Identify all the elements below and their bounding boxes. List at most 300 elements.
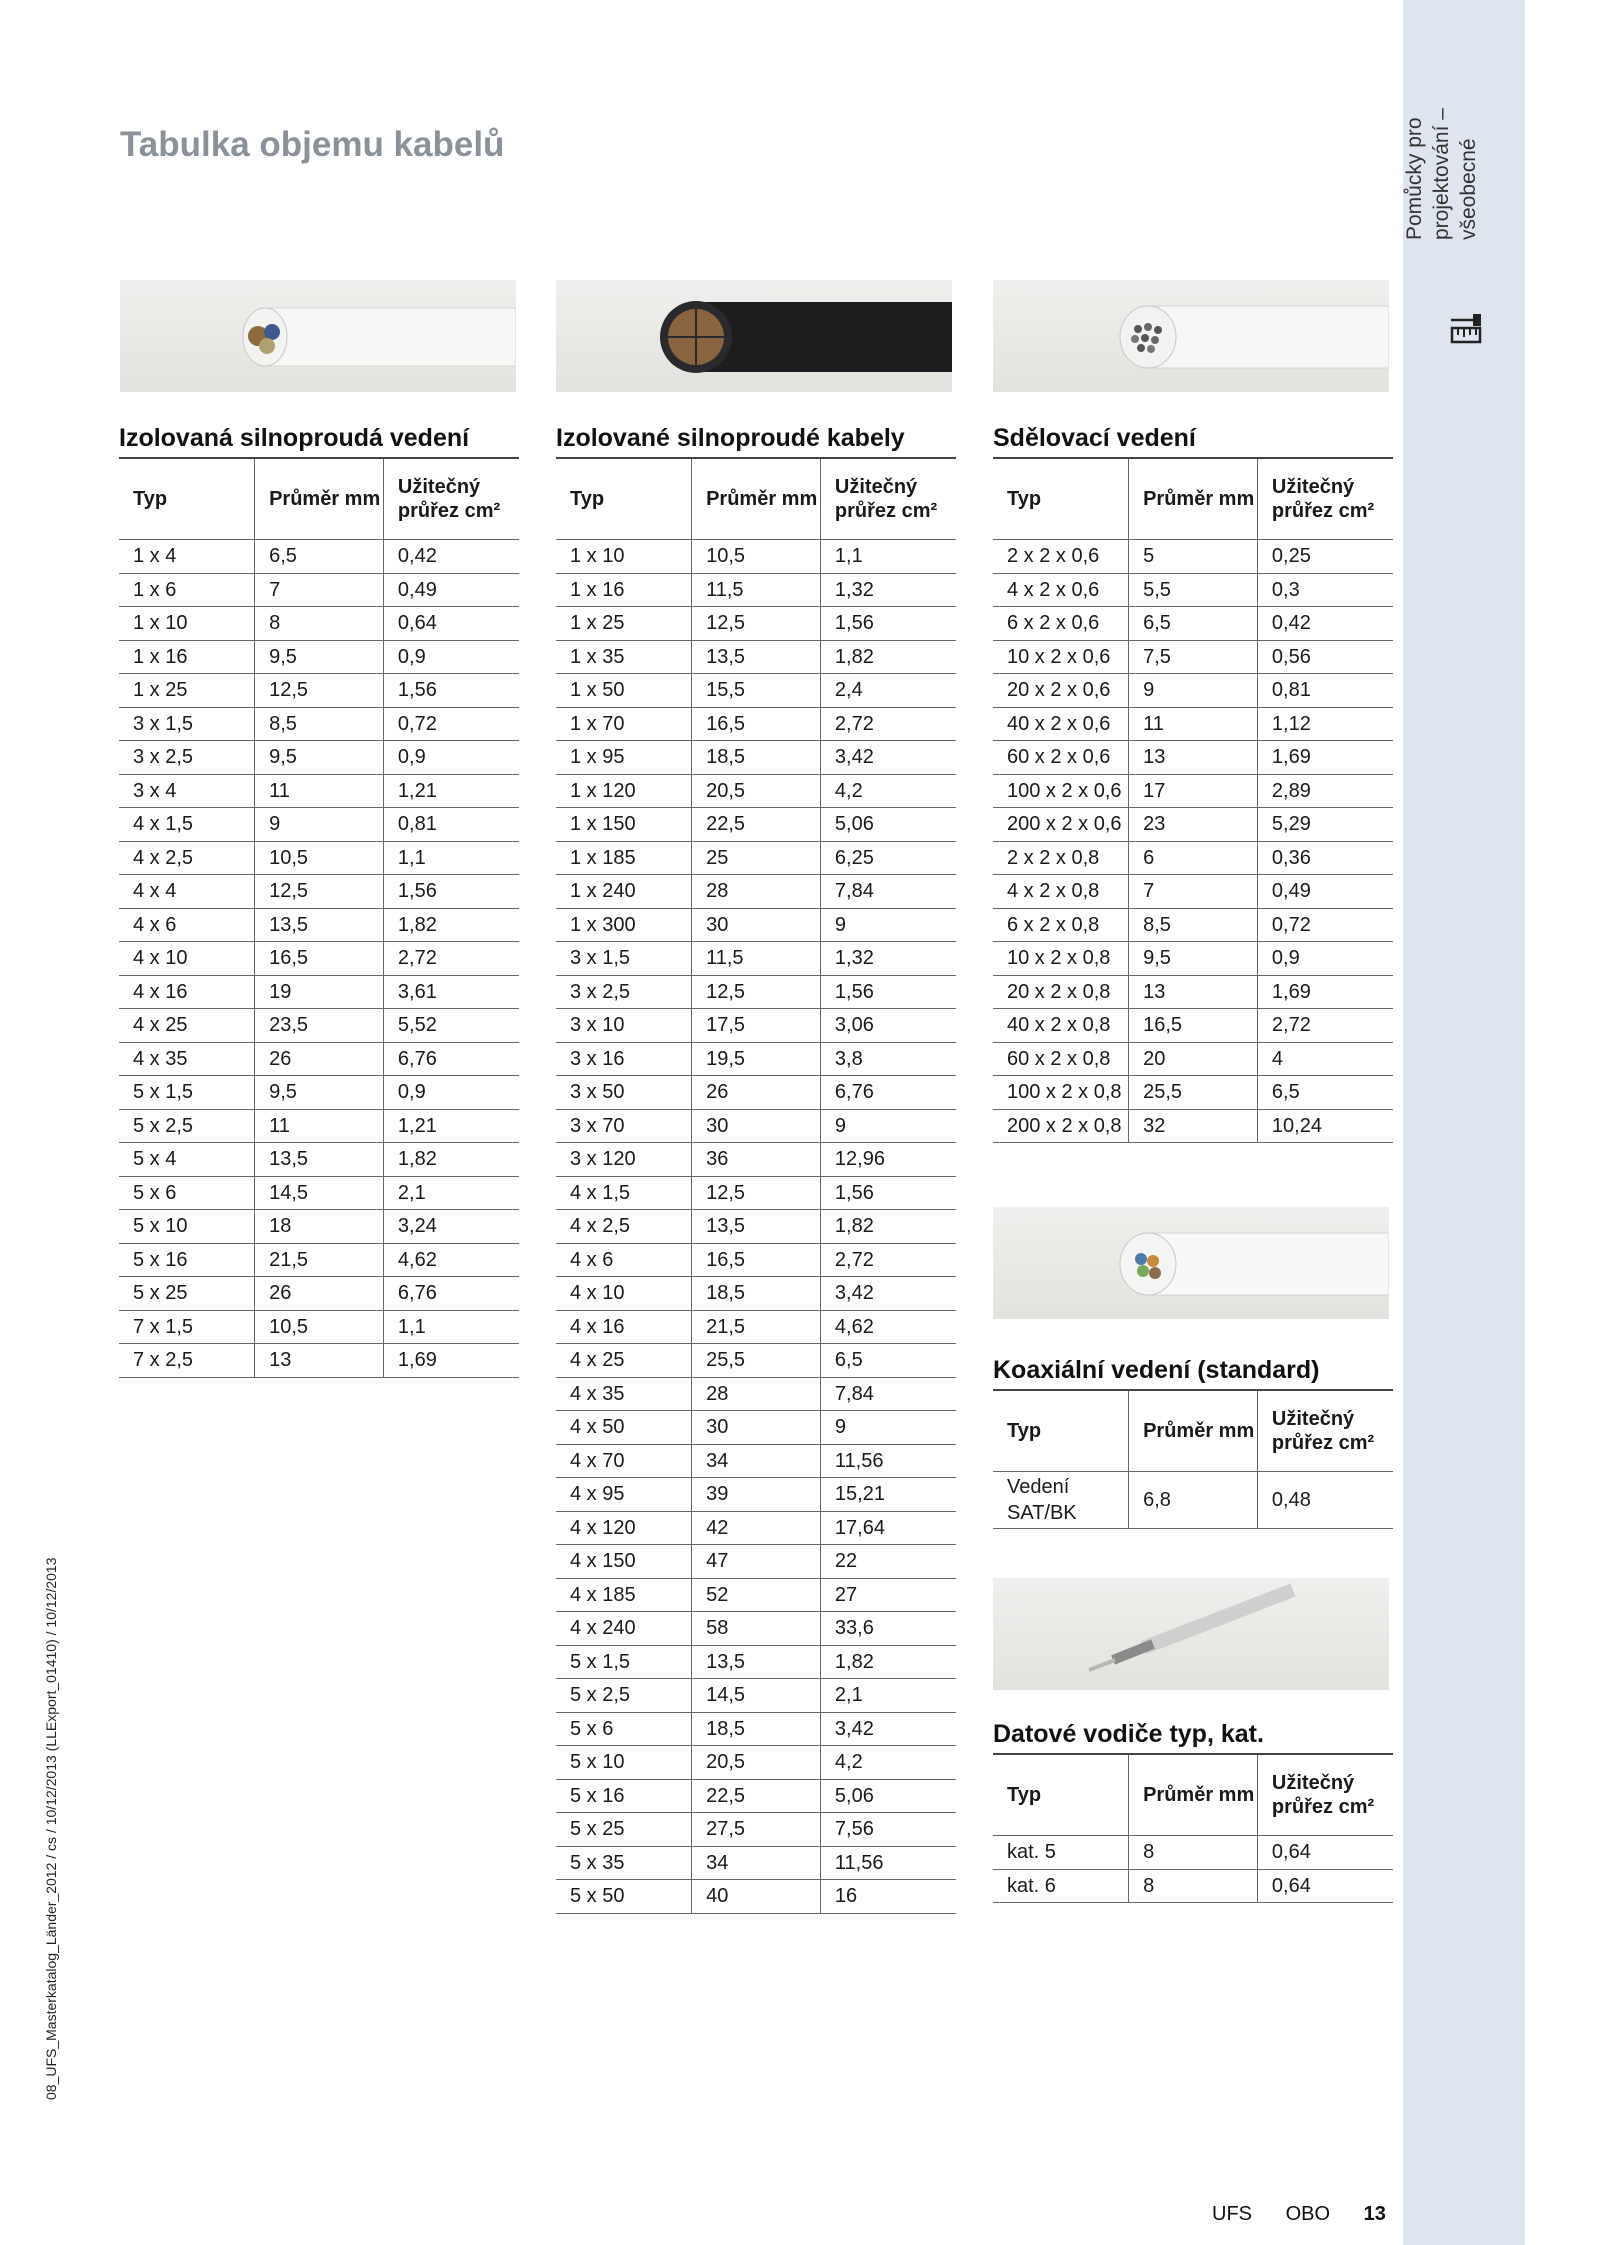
cell-typ: 5 x 2,5 <box>556 1679 692 1713</box>
table-row <box>119 1243 519 1277</box>
cell-uzitecny: 3,06 <box>820 1009 956 1043</box>
cell-typ: 4 x 240 <box>556 1612 692 1646</box>
page-title: Tabulka objemu kabelů <box>120 125 505 164</box>
cell-prumer: 17 <box>1129 774 1258 808</box>
table-row <box>993 640 1393 674</box>
cell-typ: 5 x 16 <box>556 1779 692 1813</box>
cell-typ: 1 x 35 <box>556 640 692 674</box>
cell-typ: 4 x 6 <box>119 908 255 942</box>
cell-typ: 1 x 240 <box>556 875 692 909</box>
cell-uzitecny: 1,69 <box>1257 741 1393 775</box>
cell-typ: 7 x 1,5 <box>119 1310 255 1344</box>
cell-typ: 3 x 2,5 <box>556 975 692 1009</box>
cell-prumer: 14,5 <box>255 1176 384 1210</box>
cell-typ: 100 x 2 x 0,8 <box>993 1076 1129 1110</box>
section-insulated-power-cables <box>556 424 956 1914</box>
table-row <box>556 1076 956 1110</box>
cell-typ: 100 x 2 x 0,6 <box>993 774 1129 808</box>
cell-typ: 3 x 1,5 <box>556 942 692 976</box>
col-header-typ: Typ <box>993 458 1129 540</box>
table-row <box>556 975 956 1009</box>
cell-prumer: 5,5 <box>1129 573 1258 607</box>
cell-typ: 1 x 300 <box>556 908 692 942</box>
cell-prumer: 16,5 <box>255 942 384 976</box>
cell-prumer: 32 <box>1129 1109 1258 1143</box>
cell-prumer: 30 <box>692 908 821 942</box>
cell-prumer: 10,5 <box>255 1310 384 1344</box>
cell-typ: 1 x 50 <box>556 674 692 708</box>
table-row <box>556 640 956 674</box>
cable-table <box>556 457 956 1914</box>
cell-uzitecny: 2,89 <box>1257 774 1393 808</box>
cell-uzitecny: 3,42 <box>820 741 956 775</box>
cell-prumer: 13,5 <box>692 1210 821 1244</box>
cell-uzitecny: 1,56 <box>820 975 956 1009</box>
cell-prumer: 10,5 <box>255 841 384 875</box>
cell-typ: 4 x 50 <box>556 1411 692 1445</box>
cell-uzitecny: 2,72 <box>1257 1009 1393 1043</box>
table-row <box>556 808 956 842</box>
table-row <box>556 607 956 641</box>
cell-uzitecny: 1,82 <box>820 1210 956 1244</box>
cell-prumer: 16,5 <box>692 1243 821 1277</box>
table-row <box>556 841 956 875</box>
cell-typ: 1 x 120 <box>556 774 692 808</box>
cell-typ: 1 x 4 <box>119 540 255 574</box>
table-row <box>556 674 956 708</box>
table-row <box>993 1109 1393 1143</box>
cell-uzitecny: 7,56 <box>820 1813 956 1847</box>
col-header-uzitecny: Užitečný průřez cm² <box>1257 1754 1393 1836</box>
table-row <box>556 1846 956 1880</box>
cell-uzitecny: 0,42 <box>383 540 519 574</box>
cell-prumer: 42 <box>692 1511 821 1545</box>
table-row <box>119 607 519 641</box>
cell-prumer: 20,5 <box>692 774 821 808</box>
cell-prumer: 6,5 <box>255 540 384 574</box>
cable-photo-power-lines <box>120 280 516 392</box>
cell-prumer: 12,5 <box>692 607 821 641</box>
cell-typ: kat. 5 <box>993 1836 1129 1870</box>
cell-typ: 60 x 2 x 0,8 <box>993 1042 1129 1076</box>
table-row <box>556 1243 956 1277</box>
table-row <box>119 808 519 842</box>
table-row <box>119 1344 519 1378</box>
cell-prumer: 9 <box>255 808 384 842</box>
cell-typ: 4 x 35 <box>556 1377 692 1411</box>
table-row <box>556 1310 956 1344</box>
cell-uzitecny: 5,29 <box>1257 808 1393 842</box>
cell-prumer: 6,5 <box>1129 607 1258 641</box>
cell-typ: 3 x 10 <box>556 1009 692 1043</box>
table-row <box>119 674 519 708</box>
cell-typ: 5 x 50 <box>556 1880 692 1914</box>
cell-typ: 5 x 25 <box>556 1813 692 1847</box>
cell-typ: 5 x 6 <box>556 1712 692 1746</box>
cell-uzitecny: 17,64 <box>820 1511 956 1545</box>
cell-uzitecny: 0,36 <box>1257 841 1393 875</box>
table-row <box>556 1813 956 1847</box>
table-row <box>556 1344 956 1378</box>
section-title: Koaxiální vedení (standard) <box>993 1356 1320 1384</box>
cell-prumer: 20 <box>1129 1042 1258 1076</box>
cable-table <box>993 1753 1393 1903</box>
table-row <box>556 1478 956 1512</box>
cell-uzitecny: 9 <box>820 1109 956 1143</box>
table-row <box>556 1712 956 1746</box>
cell-uzitecny: 4,2 <box>820 774 956 808</box>
col-header-uzitecny: Užitečný průřez cm² <box>820 458 956 540</box>
cell-uzitecny: 0,3 <box>1257 573 1393 607</box>
cell-uzitecny: 0,25 <box>1257 540 1393 574</box>
cell-typ: 4 x 2 x 0,6 <box>993 573 1129 607</box>
table-row <box>556 908 956 942</box>
table-row <box>556 707 956 741</box>
cell-typ: 10 x 2 x 0,8 <box>993 942 1129 976</box>
section-coaxial-lines <box>993 1356 1393 1529</box>
cell-typ: 4 x 10 <box>119 942 255 976</box>
cell-typ: 3 x 70 <box>556 1109 692 1143</box>
cell-uzitecny: 1,1 <box>820 540 956 574</box>
cell-uzitecny: 5,52 <box>383 1009 519 1043</box>
cell-uzitecny: 1,1 <box>383 841 519 875</box>
cell-prumer: 20,5 <box>692 1746 821 1780</box>
cell-prumer: 16,5 <box>1129 1009 1258 1043</box>
cell-uzitecny: 1,32 <box>820 573 956 607</box>
cell-typ: 1 x 16 <box>119 640 255 674</box>
cell-prumer: 34 <box>692 1846 821 1880</box>
cell-uzitecny: 3,8 <box>820 1042 956 1076</box>
cable-photo-power-cables <box>556 280 952 392</box>
cell-prumer: 11,5 <box>692 942 821 976</box>
cell-uzitecny: 3,42 <box>820 1277 956 1311</box>
cable-table <box>993 457 1393 1143</box>
cell-prumer: 9,5 <box>1129 942 1258 976</box>
table-row <box>556 774 956 808</box>
cell-typ: 1 x 25 <box>119 674 255 708</box>
cell-prumer: 18,5 <box>692 1712 821 1746</box>
cell-typ: 3 x 2,5 <box>119 741 255 775</box>
cell-uzitecny: 1,82 <box>820 1645 956 1679</box>
cell-typ: 4 x 10 <box>556 1277 692 1311</box>
col-header-uzitecny: Užitečný průřez cm² <box>1257 1390 1393 1472</box>
cell-prumer: 26 <box>255 1277 384 1311</box>
cell-uzitecny: 0,81 <box>1257 674 1393 708</box>
cell-prumer: 13,5 <box>692 640 821 674</box>
cell-typ: 1 x 6 <box>119 573 255 607</box>
cell-prumer: 27,5 <box>692 1813 821 1847</box>
cell-prumer: 17,5 <box>692 1009 821 1043</box>
cell-uzitecny: 2,1 <box>820 1679 956 1713</box>
table-row <box>119 1176 519 1210</box>
cell-prumer: 30 <box>692 1411 821 1445</box>
cell-prumer: 13,5 <box>692 1645 821 1679</box>
table-row <box>119 741 519 775</box>
cell-prumer: 26 <box>692 1076 821 1110</box>
cell-uzitecny: 1,56 <box>383 674 519 708</box>
cell-typ: 3 x 16 <box>556 1042 692 1076</box>
cell-prumer: 13 <box>1129 741 1258 775</box>
table-row <box>556 875 956 909</box>
cable-photo-coaxial <box>993 1207 1389 1319</box>
cell-uzitecny: 6,5 <box>1257 1076 1393 1110</box>
cell-prumer: 28 <box>692 1377 821 1411</box>
cell-typ: 4 x 120 <box>556 1511 692 1545</box>
cell-uzitecny: 5,06 <box>820 808 956 842</box>
table-row <box>556 1210 956 1244</box>
cell-uzitecny: 1,82 <box>383 908 519 942</box>
cell-uzitecny: 0,81 <box>383 808 519 842</box>
cell-typ: 7 x 2,5 <box>119 1344 255 1378</box>
cell-prumer: 7,5 <box>1129 640 1258 674</box>
cell-uzitecny: 4,62 <box>383 1243 519 1277</box>
cell-prumer: 19 <box>255 975 384 1009</box>
cell-typ: 4 x 25 <box>119 1009 255 1043</box>
cell-prumer: 9,5 <box>255 1076 384 1110</box>
cell-prumer: 23,5 <box>255 1009 384 1043</box>
cable-table <box>993 1389 1393 1529</box>
table-row <box>556 573 956 607</box>
cell-prumer: 21,5 <box>692 1310 821 1344</box>
footer-brand-ufs: UFS <box>1212 2203 1252 2225</box>
cell-typ: 1 x 185 <box>556 841 692 875</box>
cell-prumer: 12,5 <box>692 1176 821 1210</box>
cell-typ: 3 x 120 <box>556 1143 692 1177</box>
table-row <box>119 573 519 607</box>
section-title: Datové vodiče typ, kat. <box>993 1720 1264 1748</box>
cell-typ: 4 x 2 x 0,8 <box>993 875 1129 909</box>
col-header-uzitecny: Užitečný průřez cm² <box>383 458 519 540</box>
table-row <box>119 1310 519 1344</box>
col-header-prumer: Průměr mm <box>1129 458 1258 540</box>
table-row <box>556 1411 956 1445</box>
cell-typ: 4 x 95 <box>556 1478 692 1512</box>
section-title: Izolovaná silnoproudá vedení <box>119 424 470 452</box>
cell-typ: 4 x 25 <box>556 1344 692 1378</box>
measuring-tools-icon <box>1448 310 1484 346</box>
cell-typ: 1 x 150 <box>556 808 692 842</box>
cell-prumer: 18 <box>255 1210 384 1244</box>
table-row <box>119 1210 519 1244</box>
cell-uzitecny: 4,62 <box>820 1310 956 1344</box>
cell-typ: 4 x 150 <box>556 1545 692 1579</box>
cell-uzitecny: 1,56 <box>820 1176 956 1210</box>
cell-prumer: 16,5 <box>692 707 821 741</box>
cell-uzitecny: 1,32 <box>820 942 956 976</box>
table-row <box>556 1176 956 1210</box>
footer-brand-obo: OBO <box>1285 2203 1331 2225</box>
col-header-prumer: Průměr mm <box>1129 1390 1258 1472</box>
table-row <box>556 1679 956 1713</box>
cell-typ: 4 x 16 <box>556 1310 692 1344</box>
table-row <box>119 640 519 674</box>
cell-prumer: 13 <box>1129 975 1258 1009</box>
cell-prumer: 36 <box>692 1143 821 1177</box>
table-row <box>556 1578 956 1612</box>
cell-prumer: 25 <box>692 841 821 875</box>
cell-typ: 200 x 2 x 0,8 <box>993 1109 1129 1143</box>
cell-uzitecny: 3,61 <box>383 975 519 1009</box>
cell-prumer: 11 <box>1129 707 1258 741</box>
section-data-cables <box>993 1720 1393 1903</box>
cell-typ: 1 x 16 <box>556 573 692 607</box>
cell-prumer: 25,5 <box>1129 1076 1258 1110</box>
cell-prumer: 9,5 <box>255 741 384 775</box>
cell-uzitecny: 7,84 <box>820 875 956 909</box>
table-row <box>993 1009 1393 1043</box>
section-insulated-power-lines <box>119 424 519 1378</box>
cell-typ: 4 x 70 <box>556 1444 692 1478</box>
cell-uzitecny: 9 <box>820 908 956 942</box>
cell-typ: 5 x 10 <box>556 1746 692 1780</box>
cell-typ: 4 x 1,5 <box>119 808 255 842</box>
cell-uzitecny: 0,56 <box>1257 640 1393 674</box>
cell-uzitecny: 1,82 <box>820 640 956 674</box>
cell-prumer: 12,5 <box>692 975 821 1009</box>
cell-prumer: 22,5 <box>692 1779 821 1813</box>
cell-uzitecny: 4,2 <box>820 1746 956 1780</box>
cell-uzitecny: 2,72 <box>820 1243 956 1277</box>
cell-prumer: 8 <box>1129 1869 1258 1903</box>
cell-uzitecny: 0,64 <box>1257 1836 1393 1870</box>
cell-typ: 5 x 10 <box>119 1210 255 1244</box>
cell-prumer: 8,5 <box>255 707 384 741</box>
cell-typ: 200 x 2 x 0,6 <box>993 808 1129 842</box>
cell-uzitecny: 0,72 <box>1257 908 1393 942</box>
cell-prumer: 22,5 <box>692 808 821 842</box>
cell-typ: 5 x 25 <box>119 1277 255 1311</box>
cell-uzitecny: 1,12 <box>1257 707 1393 741</box>
table-row <box>993 1472 1393 1529</box>
table-row <box>993 674 1393 708</box>
cell-typ: 4 x 35 <box>119 1042 255 1076</box>
cell-uzitecny: 7,84 <box>820 1377 956 1411</box>
cell-uzitecny: 0,9 <box>1257 942 1393 976</box>
cell-prumer: 52 <box>692 1578 821 1612</box>
cell-uzitecny: 6,76 <box>383 1277 519 1311</box>
cell-prumer: 26 <box>255 1042 384 1076</box>
cell-uzitecny: 6,76 <box>820 1076 956 1110</box>
cell-typ: 4 x 185 <box>556 1578 692 1612</box>
cell-uzitecny: 3,24 <box>383 1210 519 1244</box>
cell-typ: 6 x 2 x 0,8 <box>993 908 1129 942</box>
cell-typ: 4 x 1,5 <box>556 1176 692 1210</box>
cable-table <box>119 457 519 1378</box>
cell-uzitecny: 0,9 <box>383 741 519 775</box>
table-row <box>556 1511 956 1545</box>
table-row <box>993 707 1393 741</box>
table-row <box>993 875 1393 909</box>
cell-typ: 1 x 25 <box>556 607 692 641</box>
table-row <box>556 741 956 775</box>
cell-prumer: 9,5 <box>255 640 384 674</box>
cell-prumer: 28 <box>692 875 821 909</box>
cell-uzitecny: 0,64 <box>1257 1869 1393 1903</box>
cell-uzitecny: 6,76 <box>383 1042 519 1076</box>
table-row <box>993 607 1393 641</box>
col-header-prumer: Průměr mm <box>692 458 821 540</box>
table-row <box>119 1109 519 1143</box>
cell-prumer: 14,5 <box>692 1679 821 1713</box>
cell-prumer: 6 <box>1129 841 1258 875</box>
cell-uzitecny: 16 <box>820 1880 956 1914</box>
table-row <box>119 540 519 574</box>
cell-uzitecny: 0,48 <box>1257 1472 1393 1529</box>
cell-prumer: 12,5 <box>255 674 384 708</box>
cable-photo-communication <box>993 280 1389 392</box>
table-row <box>993 1836 1393 1870</box>
cell-typ: 5 x 16 <box>119 1243 255 1277</box>
cell-uzitecny: 0,49 <box>1257 875 1393 909</box>
cell-typ: 2 x 2 x 0,6 <box>993 540 1129 574</box>
cell-typ: 10 x 2 x 0,6 <box>993 640 1129 674</box>
cell-uzitecny: 11,56 <box>820 1444 956 1478</box>
cable-photo-data <box>993 1578 1389 1690</box>
cell-typ: Vedení SAT/BK <box>993 1472 1129 1529</box>
cell-typ: 1 x 95 <box>556 741 692 775</box>
table-row <box>993 975 1393 1009</box>
cell-uzitecny: 5,06 <box>820 1779 956 1813</box>
table-row <box>556 1880 956 1914</box>
cell-uzitecny: 0,64 <box>383 607 519 641</box>
table-row <box>119 774 519 808</box>
cell-uzitecny: 6,5 <box>820 1344 956 1378</box>
cell-prumer: 9 <box>1129 674 1258 708</box>
cell-prumer: 47 <box>692 1545 821 1579</box>
cell-uzitecny: 0,9 <box>383 640 519 674</box>
side-section-label: Pomůcky pro projektování – všeobecné <box>1403 108 1480 240</box>
cell-typ: 40 x 2 x 0,6 <box>993 707 1129 741</box>
cell-prumer: 11 <box>255 774 384 808</box>
cell-prumer: 10,5 <box>692 540 821 574</box>
cell-uzitecny: 33,6 <box>820 1612 956 1646</box>
cell-uzitecny: 2,72 <box>383 942 519 976</box>
cell-prumer: 7 <box>255 573 384 607</box>
cell-prumer: 6,8 <box>1129 1472 1258 1529</box>
cell-typ: 60 x 2 x 0,6 <box>993 741 1129 775</box>
cell-uzitecny: 1,1 <box>383 1310 519 1344</box>
col-header-uzitecny: Užitečný průřez cm² <box>1257 458 1393 540</box>
cell-typ: kat. 6 <box>993 1869 1129 1903</box>
cell-uzitecny: 1,21 <box>383 774 519 808</box>
cell-typ: 20 x 2 x 0,6 <box>993 674 1129 708</box>
cell-typ: 3 x 4 <box>119 774 255 808</box>
cell-uzitecny: 0,72 <box>383 707 519 741</box>
table-row <box>119 1009 519 1043</box>
table-row <box>993 808 1393 842</box>
table-row <box>119 908 519 942</box>
cell-uzitecny: 0,9 <box>383 1076 519 1110</box>
cell-typ: 3 x 50 <box>556 1076 692 1110</box>
table-row <box>119 1076 519 1110</box>
table-row <box>556 1612 956 1646</box>
table-row <box>556 1042 956 1076</box>
table-row <box>119 875 519 909</box>
cell-prumer: 34 <box>692 1444 821 1478</box>
col-header-typ: Typ <box>119 458 255 540</box>
table-row <box>556 1444 956 1478</box>
cell-typ: 4 x 6 <box>556 1243 692 1277</box>
cell-uzitecny: 2,4 <box>820 674 956 708</box>
col-header-typ: Typ <box>993 1390 1129 1472</box>
table-row <box>556 1109 956 1143</box>
cell-typ: 40 x 2 x 0,8 <box>993 1009 1129 1043</box>
cell-typ: 1 x 10 <box>119 607 255 641</box>
cell-typ: 4 x 2,5 <box>119 841 255 875</box>
cell-prumer: 30 <box>692 1109 821 1143</box>
table-row <box>119 1042 519 1076</box>
cell-uzitecny: 6,25 <box>820 841 956 875</box>
